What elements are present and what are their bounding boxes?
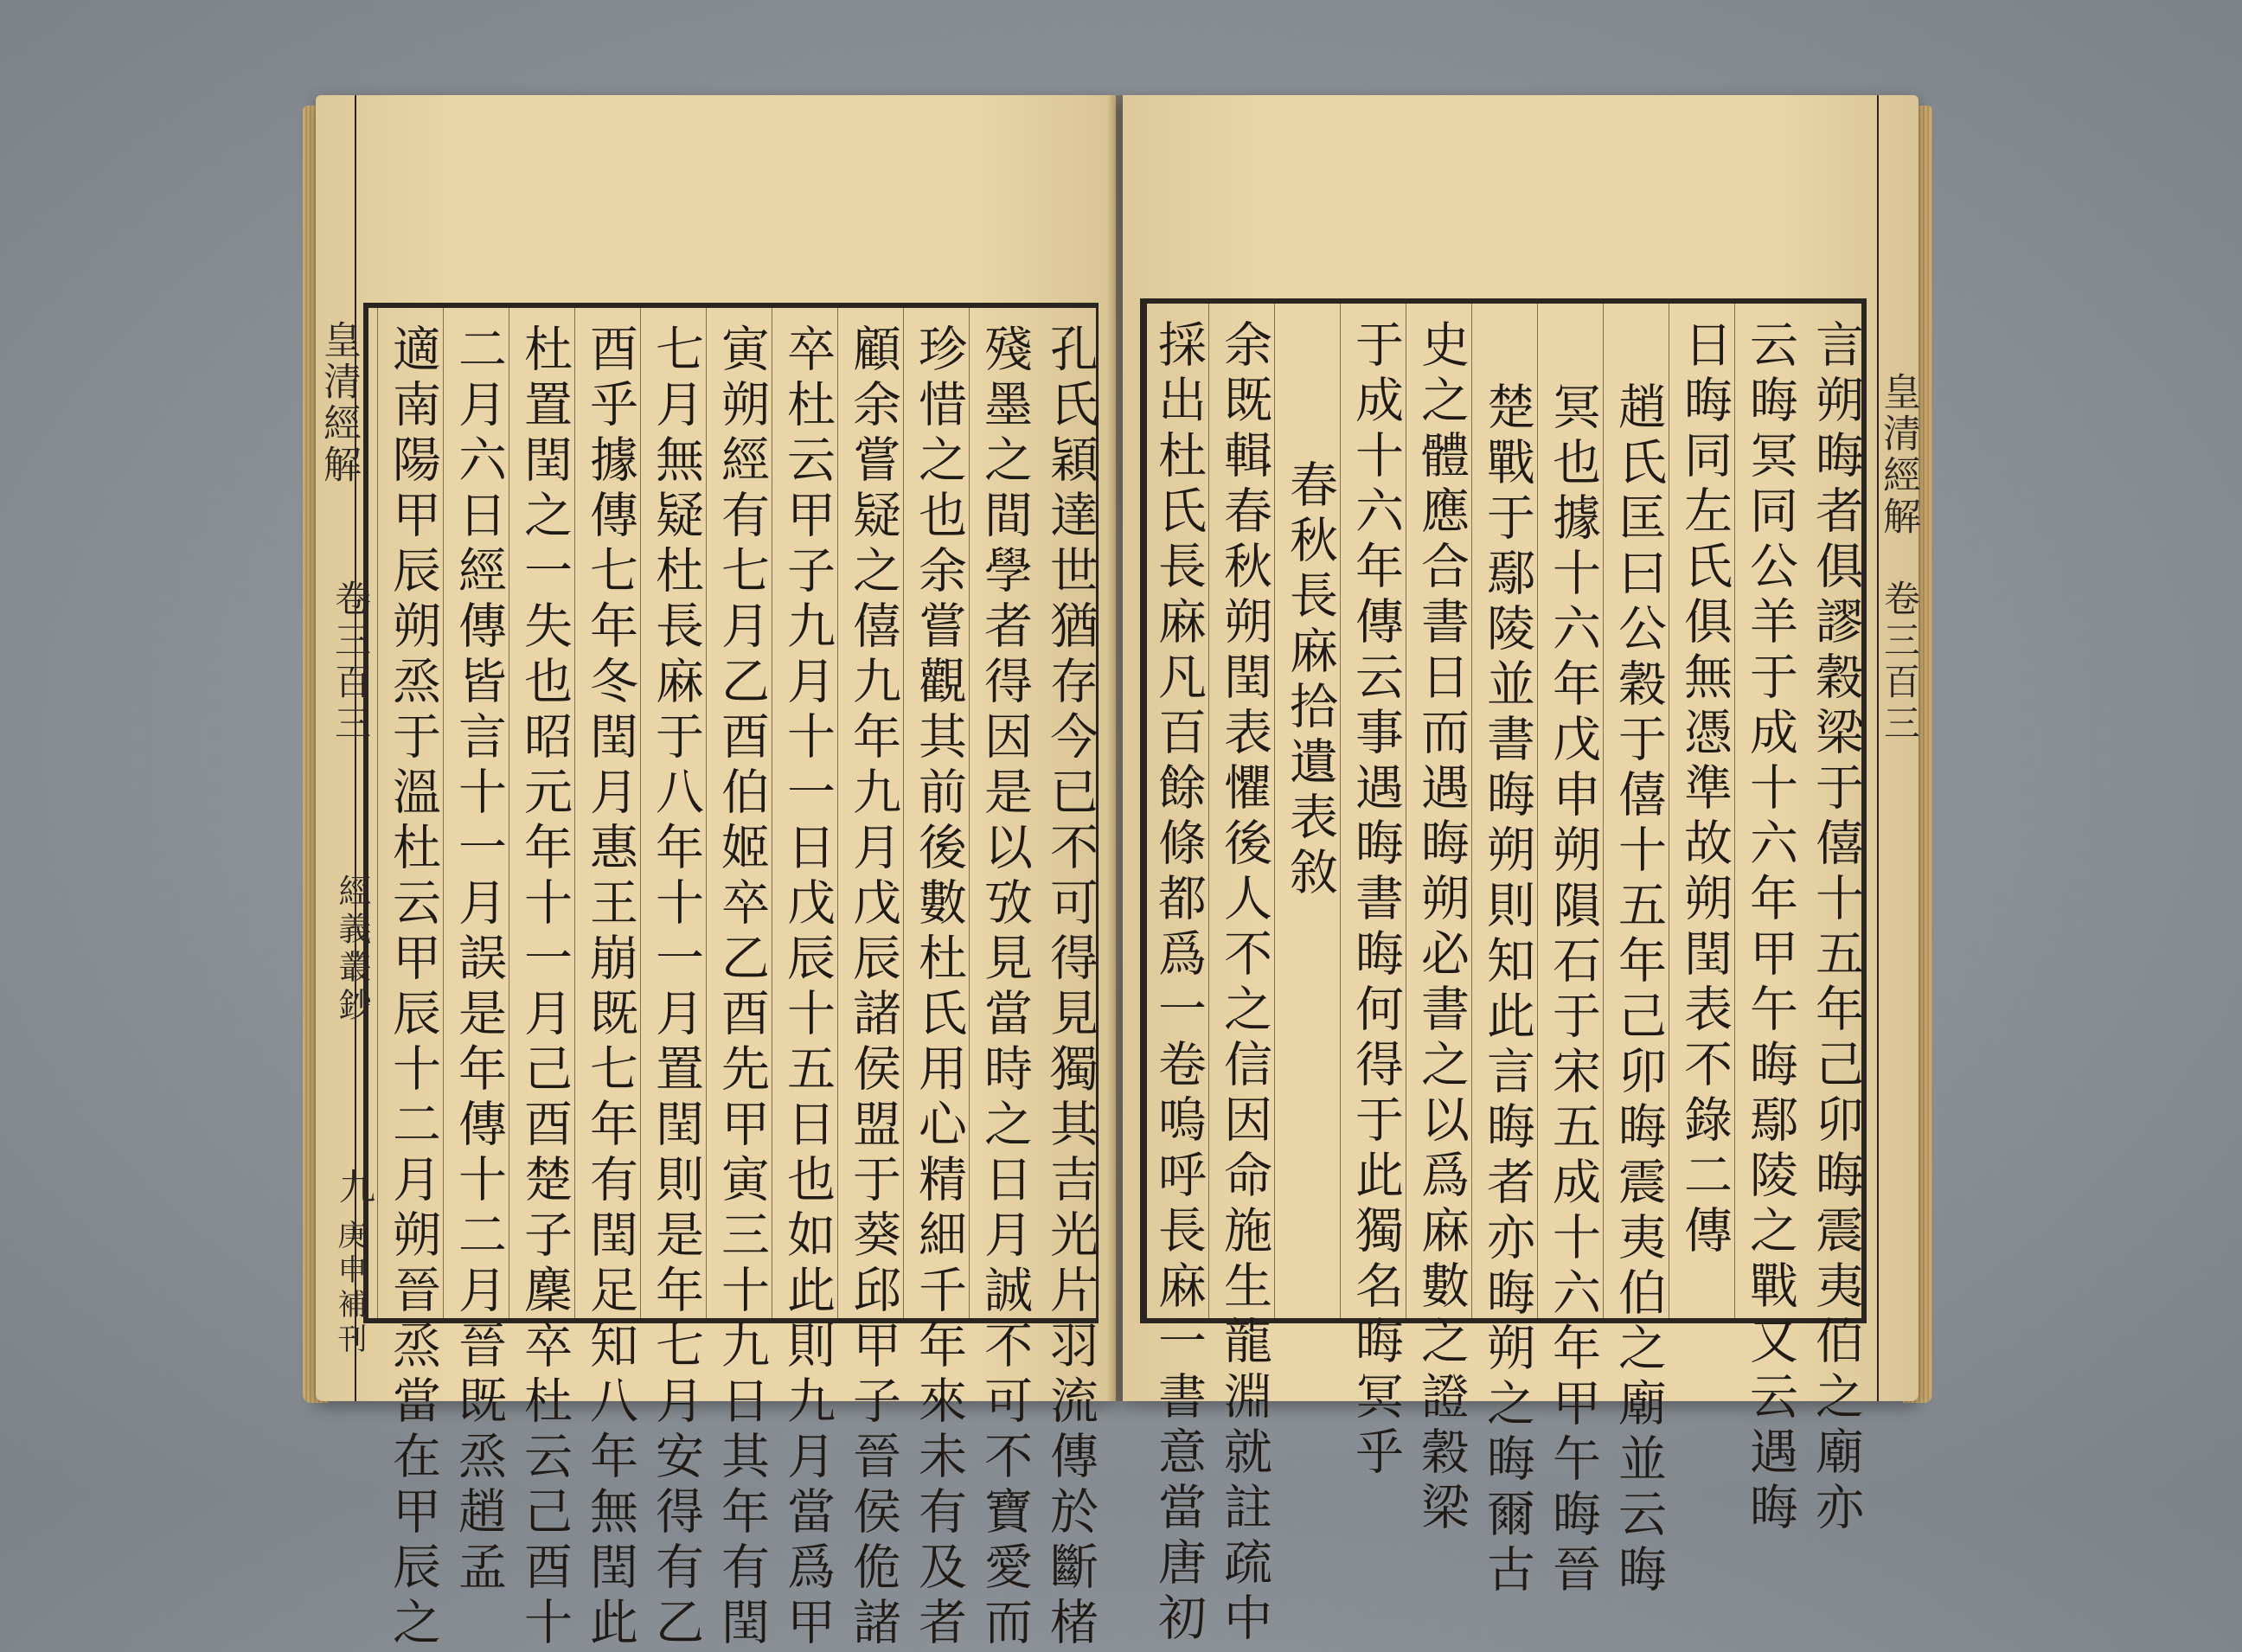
banxin-volume: 卷三百三 bbox=[330, 579, 372, 746]
banxin-series: 經義叢鈔 bbox=[333, 874, 371, 1026]
banxin-volume: 卷三百三 bbox=[1879, 579, 1921, 746]
text-column: 余既輯春秋朔閏表懼後人不之信因命施生龍淵就註疏中 bbox=[1208, 304, 1270, 1318]
text-column: 顧余嘗疑之僖九年九月戊辰諸侯盟于葵邱甲子晉侯佹諸 bbox=[837, 308, 899, 1318]
text-column: 七月無疑杜長麻于八年十一月置閏則是年七月安得有乙 bbox=[640, 308, 701, 1318]
text-column: 于成十六年傳云事遇晦書晦何得于此獨名晦冥乎 bbox=[1340, 304, 1401, 1318]
section-heading: 春秋長麻拾遺表敘 bbox=[1274, 304, 1336, 1318]
text-frame-right bbox=[1140, 298, 1867, 1648]
text-frame-left bbox=[363, 303, 1099, 1652]
text-column: 云晦冥同公羊于成十六年甲午晦鄢陵之戰又云遇晦 bbox=[1734, 304, 1796, 1318]
text-column: 適南陽甲辰朔烝于溫杜云甲辰十二月朔晉烝當在甲辰之 bbox=[377, 308, 439, 1318]
banxin-folio: 九 bbox=[334, 1168, 376, 1209]
text-column: 卒杜云甲子九月十一日戊辰十五日也如此則九月當爲甲 bbox=[772, 308, 833, 1318]
text-column: 二月六日經傳皆言十一月誤是年傳十二月晉既烝趙孟 bbox=[443, 308, 504, 1318]
text-column: 日晦同左氏俱無憑準故朔閏表不錄二傳 bbox=[1669, 304, 1730, 1318]
text-column: 杜置閏之一失也昭元年十一月己酉楚子麇卒杜云己酉十 bbox=[509, 308, 570, 1318]
text-column: 楚戰于鄢陵並書晦朔則知此言晦者亦晦朔之晦爾古 bbox=[1471, 304, 1533, 1318]
banxin-title: 皇清經解 bbox=[1876, 372, 1920, 538]
text-column: 趙氏匡曰公穀于僖十五年己卯晦震夷伯之廟並云晦 bbox=[1603, 304, 1664, 1318]
banxin-title: 皇清經解 bbox=[317, 320, 361, 486]
text-column: 殘墨之間學者得因是以攷見當時之日月誠不可不寶愛而 bbox=[969, 308, 1030, 1318]
text-column: 採出杜氏長麻凡百餘條都爲一卷嗚呼長麻一書意當唐初 bbox=[1143, 304, 1204, 1318]
banxin-note: 庚申補刊 bbox=[332, 1220, 367, 1358]
text-column: 史之體應合書日而遇晦朔必書之以爲麻數之證穀梁 bbox=[1406, 304, 1467, 1318]
text-column: 孔氏穎達世猶存今已不可得見獨其吉光片羽流傳於斷楮 bbox=[1042, 323, 1099, 1652]
text-column: 冥也據十六年戊申朔隕石于宋五成十六年甲午晦晉 bbox=[1537, 304, 1598, 1318]
text-column: 言朔晦者俱謬穀梁于僖十五年己卯晦震夷伯之廟亦 bbox=[1808, 319, 1864, 1537]
left-page bbox=[316, 95, 1116, 1652]
text-column: 珍惜之也余嘗觀其前後數杜氏用心精細千年來未有及者 bbox=[903, 308, 964, 1318]
right-page bbox=[1123, 95, 1921, 1648]
text-column: 寅朔經有七月乙酉伯姬卒乙酉先甲寅三十九日其年有閏 bbox=[706, 308, 767, 1318]
text-column: 酉乎據傳七年冬閏月惠王崩既七年有閏足知八年無閏此 bbox=[574, 308, 636, 1318]
